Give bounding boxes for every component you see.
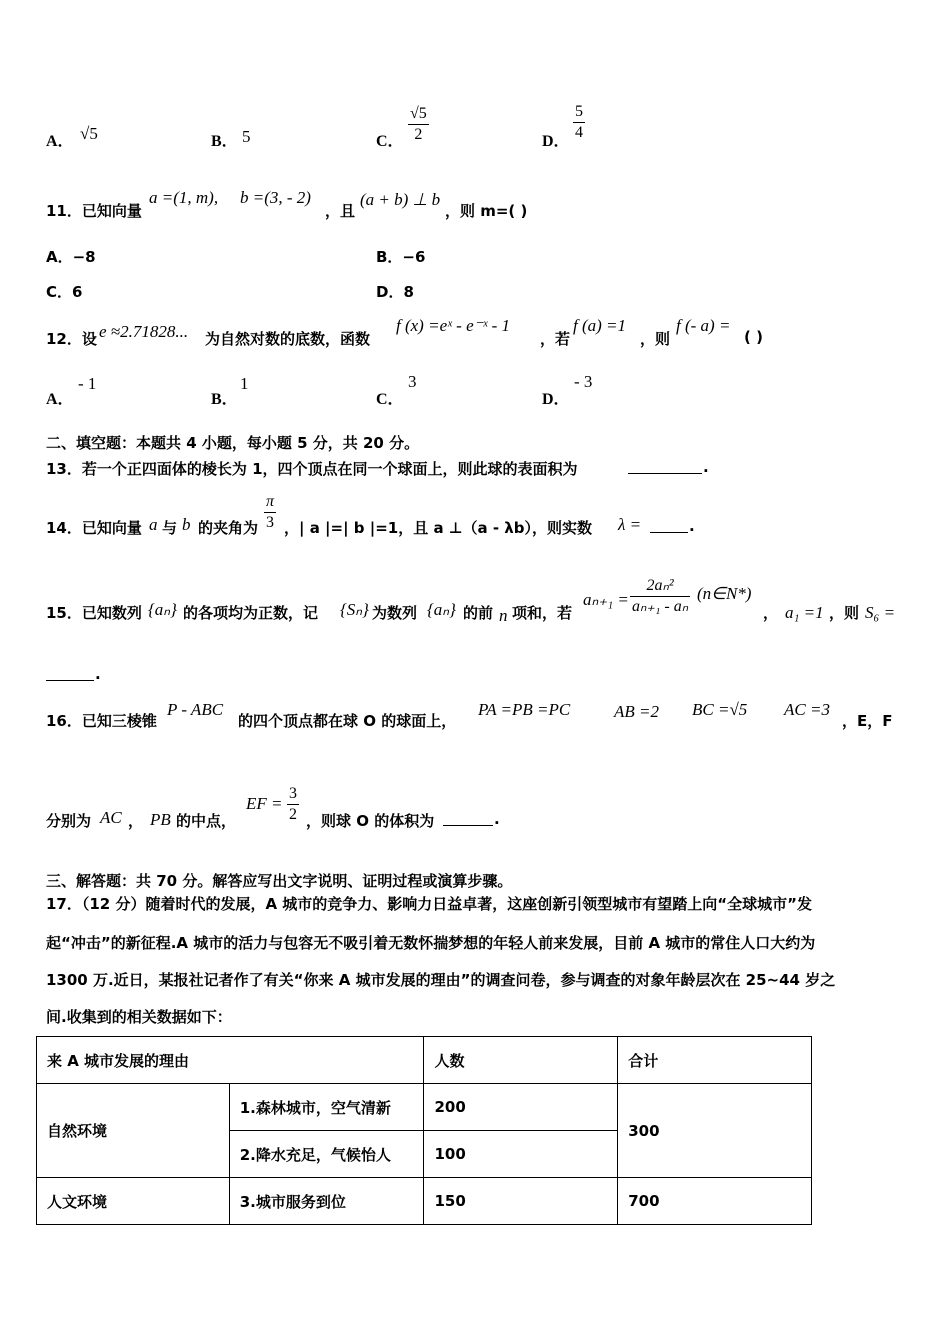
q10-option-a-value: √5 <box>80 124 98 143</box>
q16-prefix: 16．已知三棱锥 <box>46 712 157 730</box>
q15-mid3: 的前 <box>463 604 494 622</box>
q16-ac: AC =3 <box>784 700 830 719</box>
q10-option-d-label: D． <box>542 133 570 150</box>
q11-condition: (a + b) ⊥ b <box>360 190 441 209</box>
q11-option-a: A．−8 <box>46 248 96 266</box>
table-total-natural: 300 <box>618 1084 812 1178</box>
q11-option-c: C．6 <box>46 283 83 301</box>
q11-option-b: B．−6 <box>376 248 426 266</box>
table-header-reason: 来 A 城市发展的理由 <box>37 1037 424 1084</box>
q17-line-2: 起“冲击”的新征程.A 城市的活力与包容无不吸引着无数怀揣梦想的年轻人前来发展，目前 A 城市的常住人口大约为 <box>46 934 816 952</box>
q14-angle-numerator: π <box>264 492 276 513</box>
q12-function: f (x) =eˣ - e⁻ˣ - 1 <box>396 316 511 335</box>
q10-option-b-label: B． <box>211 133 238 150</box>
q16-equal-edges: PA =PB =PC <box>478 700 571 719</box>
q13-end: . <box>703 458 709 476</box>
q16-ef-denominator: 2 <box>289 806 297 823</box>
q14-prefix: 14．已知向量 <box>46 519 142 537</box>
q16-end: . <box>494 810 500 828</box>
q15-n: n <box>499 606 508 625</box>
q15-s6: S₆ = <box>865 603 896 622</box>
q16-ef-numerator: 3 <box>287 784 299 805</box>
q12-ask: f (- a) = <box>676 316 731 335</box>
table-header-total: 合计 <box>618 1037 812 1084</box>
q12-option-d-label: D． <box>542 391 570 408</box>
q17-line-1: 17．（12 分）随着时代的发展，A 城市的竞争力、影响力日益卓著，这座创新引领型城市有望踏上向“全球城市”发 <box>46 895 813 913</box>
q15-sequence-a-2: {aₙ} <box>427 600 456 619</box>
q16-bc: BC =√5 <box>692 700 748 719</box>
q16-answer-blank <box>443 825 493 826</box>
q10-option-d-denominator: 4 <box>575 124 583 141</box>
q16-pyramid: P - ABC <box>167 700 224 719</box>
q15-recurrence-denominator: aₙ₊₁ - aₙ <box>632 598 689 615</box>
table-header-row <box>37 1037 812 1084</box>
q10-option-c-numerator: √5 <box>408 104 429 125</box>
q15-sequence-a: {aₙ} <box>148 600 177 619</box>
q16-ef-points: ，E，F <box>842 712 893 730</box>
q15-comma: ， <box>763 604 779 622</box>
q14-answer-blank <box>650 532 688 533</box>
q10-option-b-value: 5 <box>242 127 251 146</box>
q10-option-c-denominator: 2 <box>414 126 423 143</box>
q12-mid3: ，则 <box>640 330 671 348</box>
q14-with: 与 <box>162 519 178 537</box>
q12-option-a-value: - 1 <box>78 374 97 393</box>
q17-line-3: 1300 万.近日，某报社记者作了有关“你来 A 城市发展的理由”的调查问卷，参与调查的对象年龄层次在 25~44 岁之 <box>46 971 836 989</box>
section-3-heading: 三、解答题：共 70 分。解答应写出文字说明、证明过程或演算步骤。 <box>46 872 513 890</box>
table-count-1: 200 <box>424 1084 618 1131</box>
q15-answer-blank <box>46 680 94 681</box>
q15-mid4: 项和，若 <box>512 604 573 622</box>
section-2-heading: 二、填空题：本题共 4 小题，每小题 5 分，共 20 分。 <box>46 434 420 452</box>
q17-line-4: 间.收集到的相关数据如下： <box>46 1008 232 1026</box>
q14-mid: 的夹角为 <box>198 519 259 537</box>
q14-angle-denominator: 3 <box>266 514 274 531</box>
q16-mid1: 的四个顶点都在球 O 的球面上， <box>238 712 457 730</box>
q12-option-c-label: C． <box>376 391 404 408</box>
survey-table <box>36 1036 812 1225</box>
q12-condition: f (a) =1 <box>573 316 627 335</box>
q15-sequence-s: {Sₙ} <box>340 600 369 619</box>
table-header-count: 人数 <box>424 1037 618 1084</box>
q15-recurrence-numerator: 2aₙ² <box>630 576 690 597</box>
q11-option-d: D．8 <box>376 283 414 301</box>
q16-line2b: 的中点， <box>176 812 237 830</box>
q11-mid: ，且 <box>325 202 356 220</box>
q14-end: . <box>689 517 695 535</box>
q15-then: ，则 <box>829 604 860 622</box>
q12-paren: ( ) <box>744 328 763 346</box>
q16-ef-eq: EF = <box>246 794 283 813</box>
q10-option-d-numerator: 5 <box>573 102 585 123</box>
q16-ab: AB =2 <box>614 702 659 721</box>
q12-prefix: 12．设 <box>46 330 97 348</box>
q10-option-c-label: C． <box>376 133 404 150</box>
table-total-humanities: 700 <box>618 1178 812 1225</box>
table-count-2: 100 <box>424 1131 618 1178</box>
table-group-humanities: 人文环境 <box>37 1178 230 1225</box>
q12-mid1: 为自然对数的底数，函数 <box>205 330 371 348</box>
q16-ef-fraction <box>287 784 299 825</box>
q15-mid1: 的各项均为正数，记 <box>183 604 319 622</box>
q14-lambda: λ = <box>618 515 642 534</box>
table-reason-3: 3.城市服务到位 <box>229 1178 424 1225</box>
q10-option-d-fraction <box>573 102 585 143</box>
q15-condition: (n∈N*) <box>697 584 752 603</box>
q15-mid2: 为数列 <box>372 604 418 622</box>
q14-vector-a: a <box>149 515 158 534</box>
table-count-3: 150 <box>424 1178 618 1225</box>
q12-option-c-value: 3 <box>408 372 417 391</box>
q12-option-b-value: 1 <box>240 374 249 393</box>
q12-option-d-value: - 3 <box>574 372 593 391</box>
q16-line2c: ，则球 O 的体积为 <box>306 812 435 830</box>
q15-prefix: 15．已知数列 <box>46 604 142 622</box>
q11-suffix: ，则 m=( ) <box>445 202 528 220</box>
table-reason-1: 1.森林城市，空气清新 <box>229 1084 424 1131</box>
q12-e-value: e ≈2.71828... <box>99 322 189 341</box>
table-row <box>37 1084 812 1131</box>
q15-recurrence-fraction <box>630 576 690 617</box>
q12-mid2: ，若 <box>540 330 571 348</box>
q16-line2a: 分别为 <box>46 812 92 830</box>
q14-vector-b: b <box>182 515 191 534</box>
q16-pb-ref: PB <box>150 810 171 829</box>
q12-option-b-label: B． <box>211 391 238 408</box>
q15-lhs: aₙ₊₁ = <box>583 590 629 609</box>
q11-vector-a: a =(1, m), <box>149 188 219 207</box>
table-row <box>37 1178 812 1225</box>
q15-a1: a₁ =1 <box>785 603 824 622</box>
table-group-natural: 自然环境 <box>37 1084 230 1178</box>
q16-ac-ref: AC <box>100 808 122 827</box>
q12-option-a-label: A． <box>46 391 74 408</box>
table-reason-2: 2.降水充足，气候怡人 <box>229 1131 424 1178</box>
q10-option-c-fraction <box>408 104 429 145</box>
q13-answer-blank <box>628 473 702 474</box>
q11-vector-b: b =(3, - 2) <box>240 188 311 207</box>
q15-end: . <box>95 665 101 683</box>
q14-rest: ，| a |=| b |=1，且 a ⊥（a - λb），则实数 <box>284 519 593 537</box>
q14-angle-fraction <box>264 492 276 533</box>
q16-comma: ， <box>128 812 144 830</box>
q11-prefix: 11．已知向量 <box>46 202 142 220</box>
q13-text: 13．若一个正四面体的棱长为 1，四个顶点在同一个球面上，则此球的表面积为 <box>46 460 578 478</box>
q10-option-a-label: A． <box>46 133 74 150</box>
